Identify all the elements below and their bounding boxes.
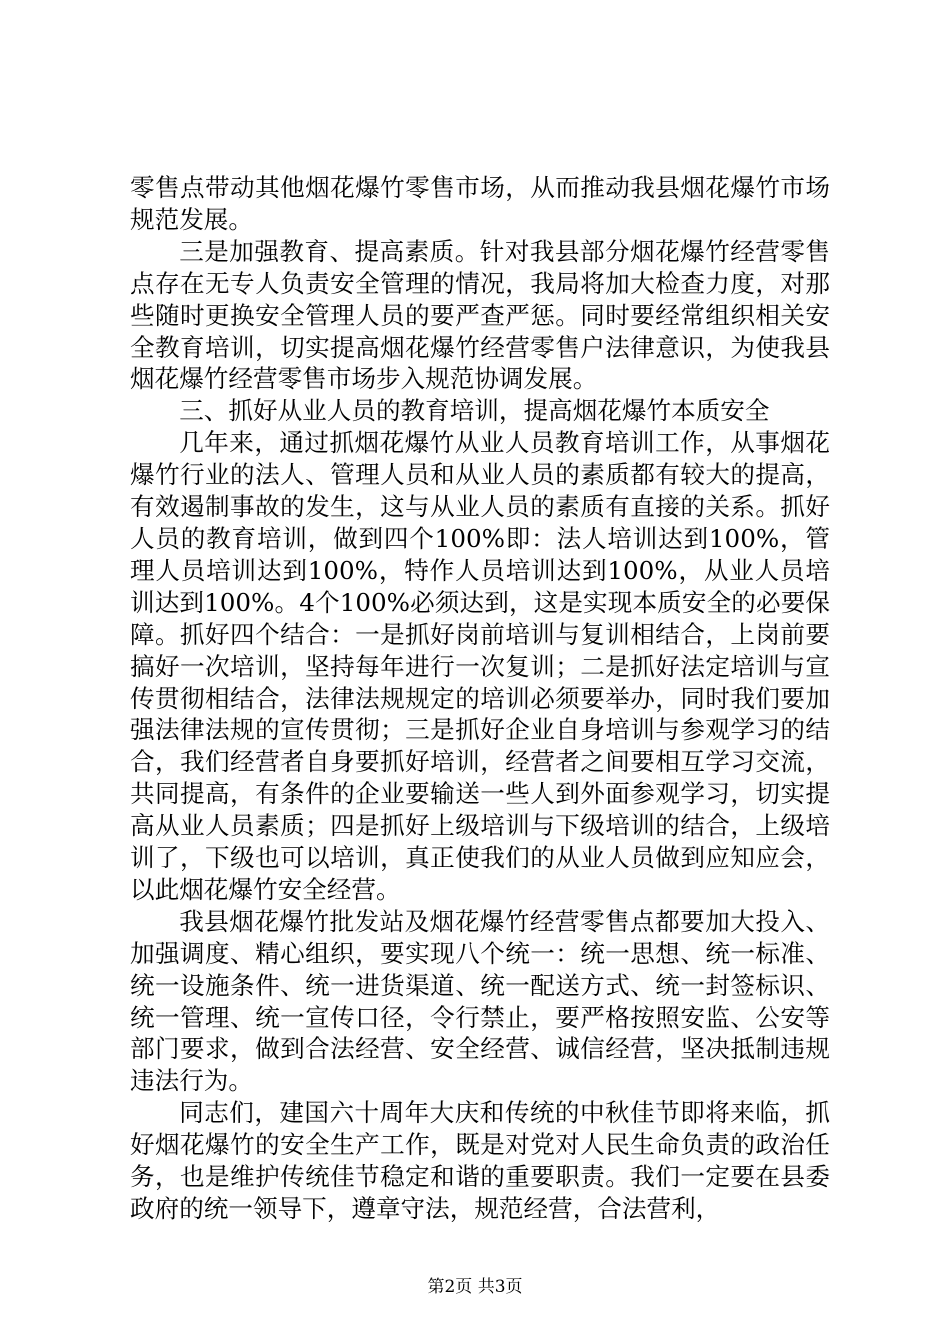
paragraph-training: 几年来，通过抓烟花爆竹从业人员教育培训工作，从事烟花爆竹行业的法人、管理人员和从业人员的素质都有较大的提高，有效遏制事故的发生，这与从业人员的素质有直接的关系。抓好人员的教育培训，做到四个100%即：法人培训达到100%，管理人员培训达到100%，特作人员培训达到100%，从业人员培训达到100%。4个100%必须达到，这是实现本质安全的必要保障。抓好四个结合：一是抓好岗前培训与复训相结合，上岗前要搞好一次培训，坚持每年进行一次复训；二是抓好法定培训与宣传贯彻相结合，法律法规规定的培训必须要举办，同时我们要加强法律法规的宣传贯彻；三是抓好企业自身培训与参观学习的结合，我们经营者自身要抓好培训，经营者之间要相互学习交流，共同提高，有条件的企业要输送一些人到外面参观学习，切实提高从业人员素质；四是抓好上级培训与下级培训的结合，上级培训了，下级也可以培训，真正使我们的从业人员做到应知应会，以此烟花爆竹安全经营。 (130, 428, 830, 904)
paragraph-continuation: 零售点带动其他烟花爆竹零售市场，从而推动我县烟花爆竹市场规范发展。 (130, 173, 830, 234)
document-body (130, 172, 830, 1225)
paragraph-unification: 我县烟花爆竹批发站及烟花爆竹经营零售点都要加大投入、加强调度、精心组织，要实现八个统一：统一思想、统一标准、统一设施条件、统一进货渠道、统一配送方式、统一封签标识、统一管理、统一宣传口径，令行禁止，要严格按照安监、公安等部门要求，做到合法经营、安全经营、诚信经营，坚决抵制违规违法行为。 (130, 906, 830, 1096)
page-footer: 第2页 共3页 (427, 1277, 523, 1297)
section-heading: 三、抓好从业人员的教育培训，提高烟花爆竹本质安全 (179, 396, 770, 426)
paragraph-education: 三是加强教育、提高素质。针对我县部分烟花爆竹经营零售点存在无专人负责安全管理的情况，我局将加大检查力度，对那些随时更换安全管理人员的要严查严惩。同时要经常组织相关安全教育培训，切实提高烟花爆竹经营零售户法律意识，为使我县烟花爆竹经营零售市场步入规范协调发展。 (130, 236, 830, 394)
paragraph-closing: 同志们，建国六十周年大庆和传统的中秋佳节即将来临，抓好烟花爆竹的安全生产工作，既是对党对人民生命负责的政治任务，也是维护传统佳节稳定和谐的重要职责。我们一定要在县委政府的统一领导下，遵章守法，规范经营，合法营利， (130, 1098, 830, 1223)
